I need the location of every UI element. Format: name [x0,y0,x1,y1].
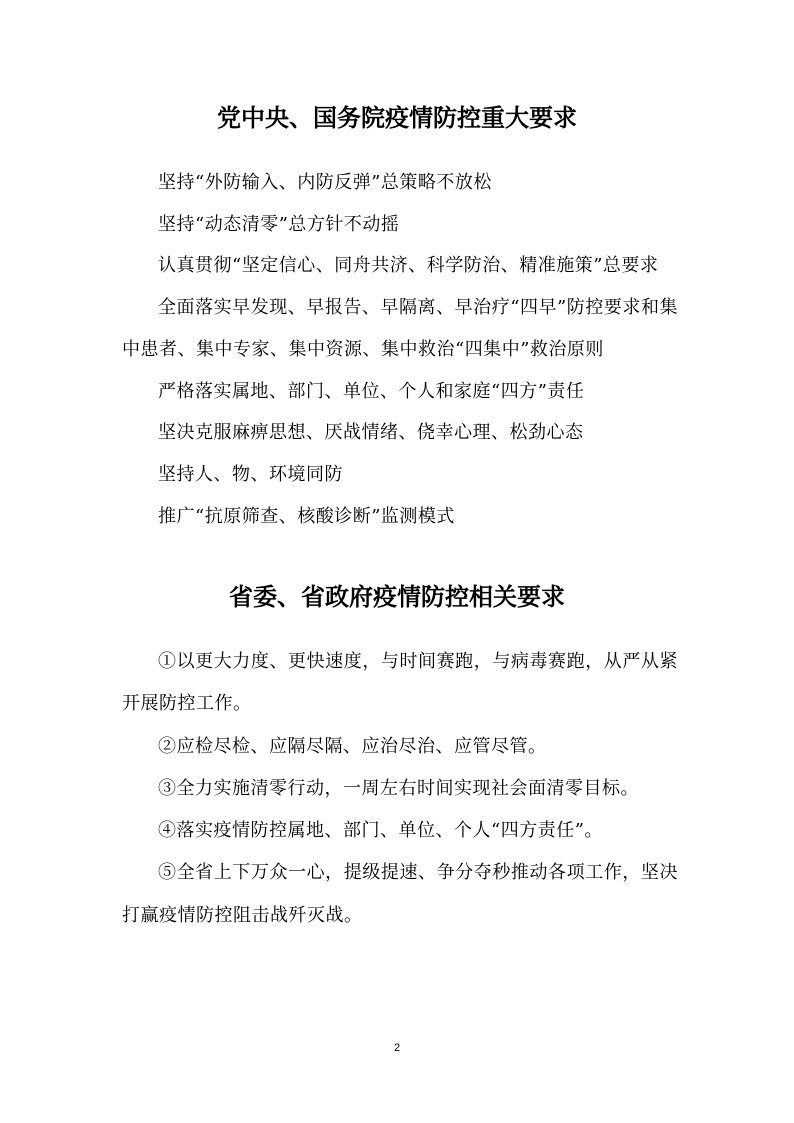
list-item: ④落实疫情防控属地、部门、单位、个人“四方责任”。 [158,820,603,842]
page-number: 2 [393,1042,401,1054]
section-title-provincial: 省委、省政府疫情防控相关要求 [229,583,565,611]
list-item: 坚决克服麻痹思想、厌战情绪、侥幸心理、松劲心态 [158,422,584,444]
list-item: 全面落实早发现、早报告、早隔离、早治疗“四早”防控要求和集中患者、集中专家、集中资源、集中救治“四集中”救治原则 [122,297,678,360]
list-item: 认真贯彻“坚定信心、同舟共济、科学防治、精准施策”总要求 [158,255,659,277]
list-item: 严格落实属地、部门、单位、个人和家庭“四方”责任 [158,380,585,402]
list-item: ①以更大力度、更快速度，与时间赛跑，与病毒赛跑，从严从紧开展防控工作。 [122,651,678,715]
central-requirements-list [122,162,678,537]
list-item: 坚持“动态清零”总方针不动摇 [158,213,400,235]
list-item: ⑤全省上下万众一心，提级提速、争分夺秒推动各项工作，坚决打赢疫情防控阻击战歼灭战。 [122,862,678,926]
list-item: 坚持人、物、环境同防 [158,463,343,485]
section-title-central: 党中央、国务院疫情防控重大要求 [217,104,577,132]
list-item: ②应检尽检、应隔尽隔、应治尽治、应管尽管。 [158,735,547,757]
list-item: 推广“抗原筛查、核酸诊断”监测模式 [158,505,455,527]
provincial-requirements-list [122,641,678,937]
list-item: ③全力实施清零行动，一周左右时间实现社会面清零目标。 [158,777,639,799]
list-item: 坚持“外防输入、内防反弹”总策略不放松 [158,172,492,193]
